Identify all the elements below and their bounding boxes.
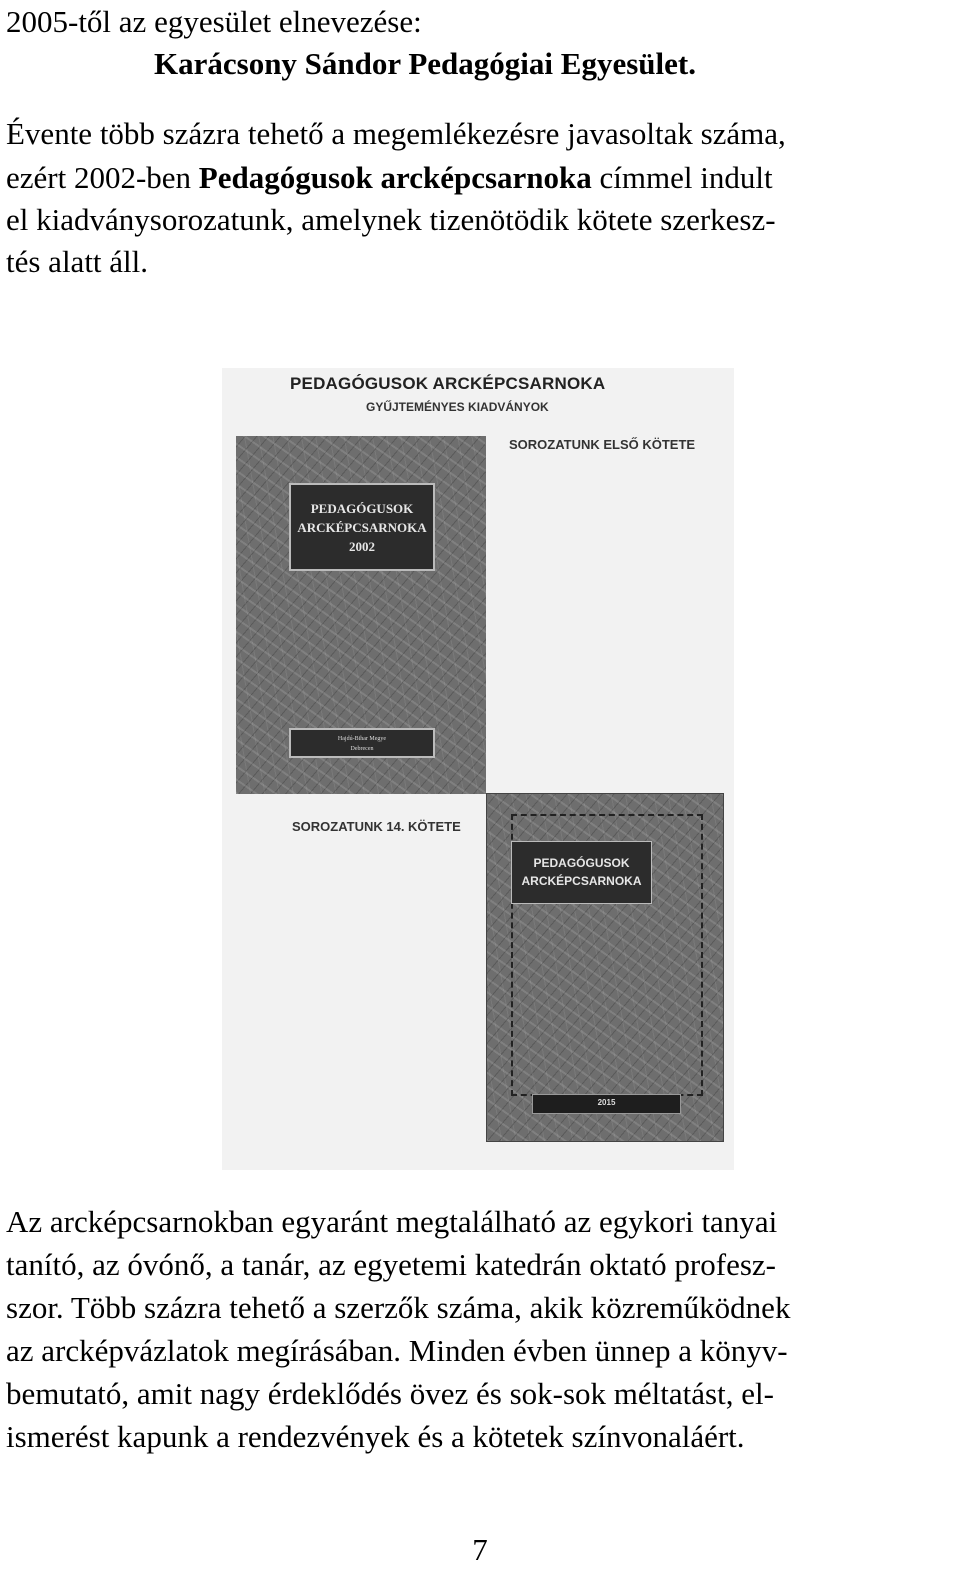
book-covers-figure [222,368,734,1170]
publisher-line: Debrecen [350,746,374,752]
paragraph-line: tanító, az óvónő, a tanár, az egyetemi katedrán oktató profesz- [6,1247,776,1282]
paragraph-line: el kiadványsorozatunk, amelynek tizenötödik kötete szerkesz- [6,202,776,237]
text-span: címmel indult [591,160,773,195]
publisher-line: Hajdú-Bihar Megye [337,736,387,742]
cover-label-line: PEDAGÓGUSOK [310,501,414,516]
cover-label-year: 2002 [349,539,375,554]
intro-line: 2005-től az egyesület elnevezése: [6,4,422,39]
cover-label-line: ARCKÉPCSARNOKA [521,874,642,888]
text-span: ezért 2002-ben [6,160,199,195]
series-title: Pedagógusok arcképcsarnoka [198,160,592,195]
paragraph-line: Évente több százra tehető a megemlékezésre javasoltak száma, [6,116,786,151]
figure-title: PEDAGÓGUSOK ARCKÉPCSARNOKA [290,374,606,393]
page-number: 7 [472,1532,488,1567]
cover-label-line: ARCKÉPCSARNOKA [297,520,427,535]
paragraph-line: tés alatt áll. [6,244,149,279]
fourteenth-volume-cover [486,793,724,1142]
figure-subtitle: GYŰJTEMÉNYES KIADVÁNYOK [366,400,549,414]
paragraph-line: ismerést kapunk a rendezvények és a kötetek színvonaláért. [6,1419,745,1454]
association-name: Karácsony Sándor Pedagógiai Egyesület. [154,46,696,81]
paragraph-line: az arcképvázlatok megírásában. Minden évben ünnep a könyv- [6,1333,788,1368]
cover-year-label: 2015 [532,1094,681,1114]
cover-label [511,841,652,904]
cover-label [289,483,435,571]
first-volume-caption: SOROZATUNK ELSŐ KÖTETE [509,437,696,452]
fourteenth-volume-caption: SOROZATUNK 14. KÖTETE [292,819,461,834]
paragraph-line [6,156,773,199]
paragraph-line: bemutató, amit nagy érdeklődés övez és sok-sok méltatást, el- [6,1376,774,1411]
paragraph-line: Az arcképcsarnokban egyaránt megtalálható az egykori tanyai [6,1204,778,1239]
first-volume-cover [236,436,486,794]
cover-publisher-label [289,728,435,758]
cover-label-line: PEDAGÓGUSOK [533,856,630,870]
paragraph-line: szor. Több százra tehető a szerzők száma, akik közreműködnek [6,1290,791,1325]
